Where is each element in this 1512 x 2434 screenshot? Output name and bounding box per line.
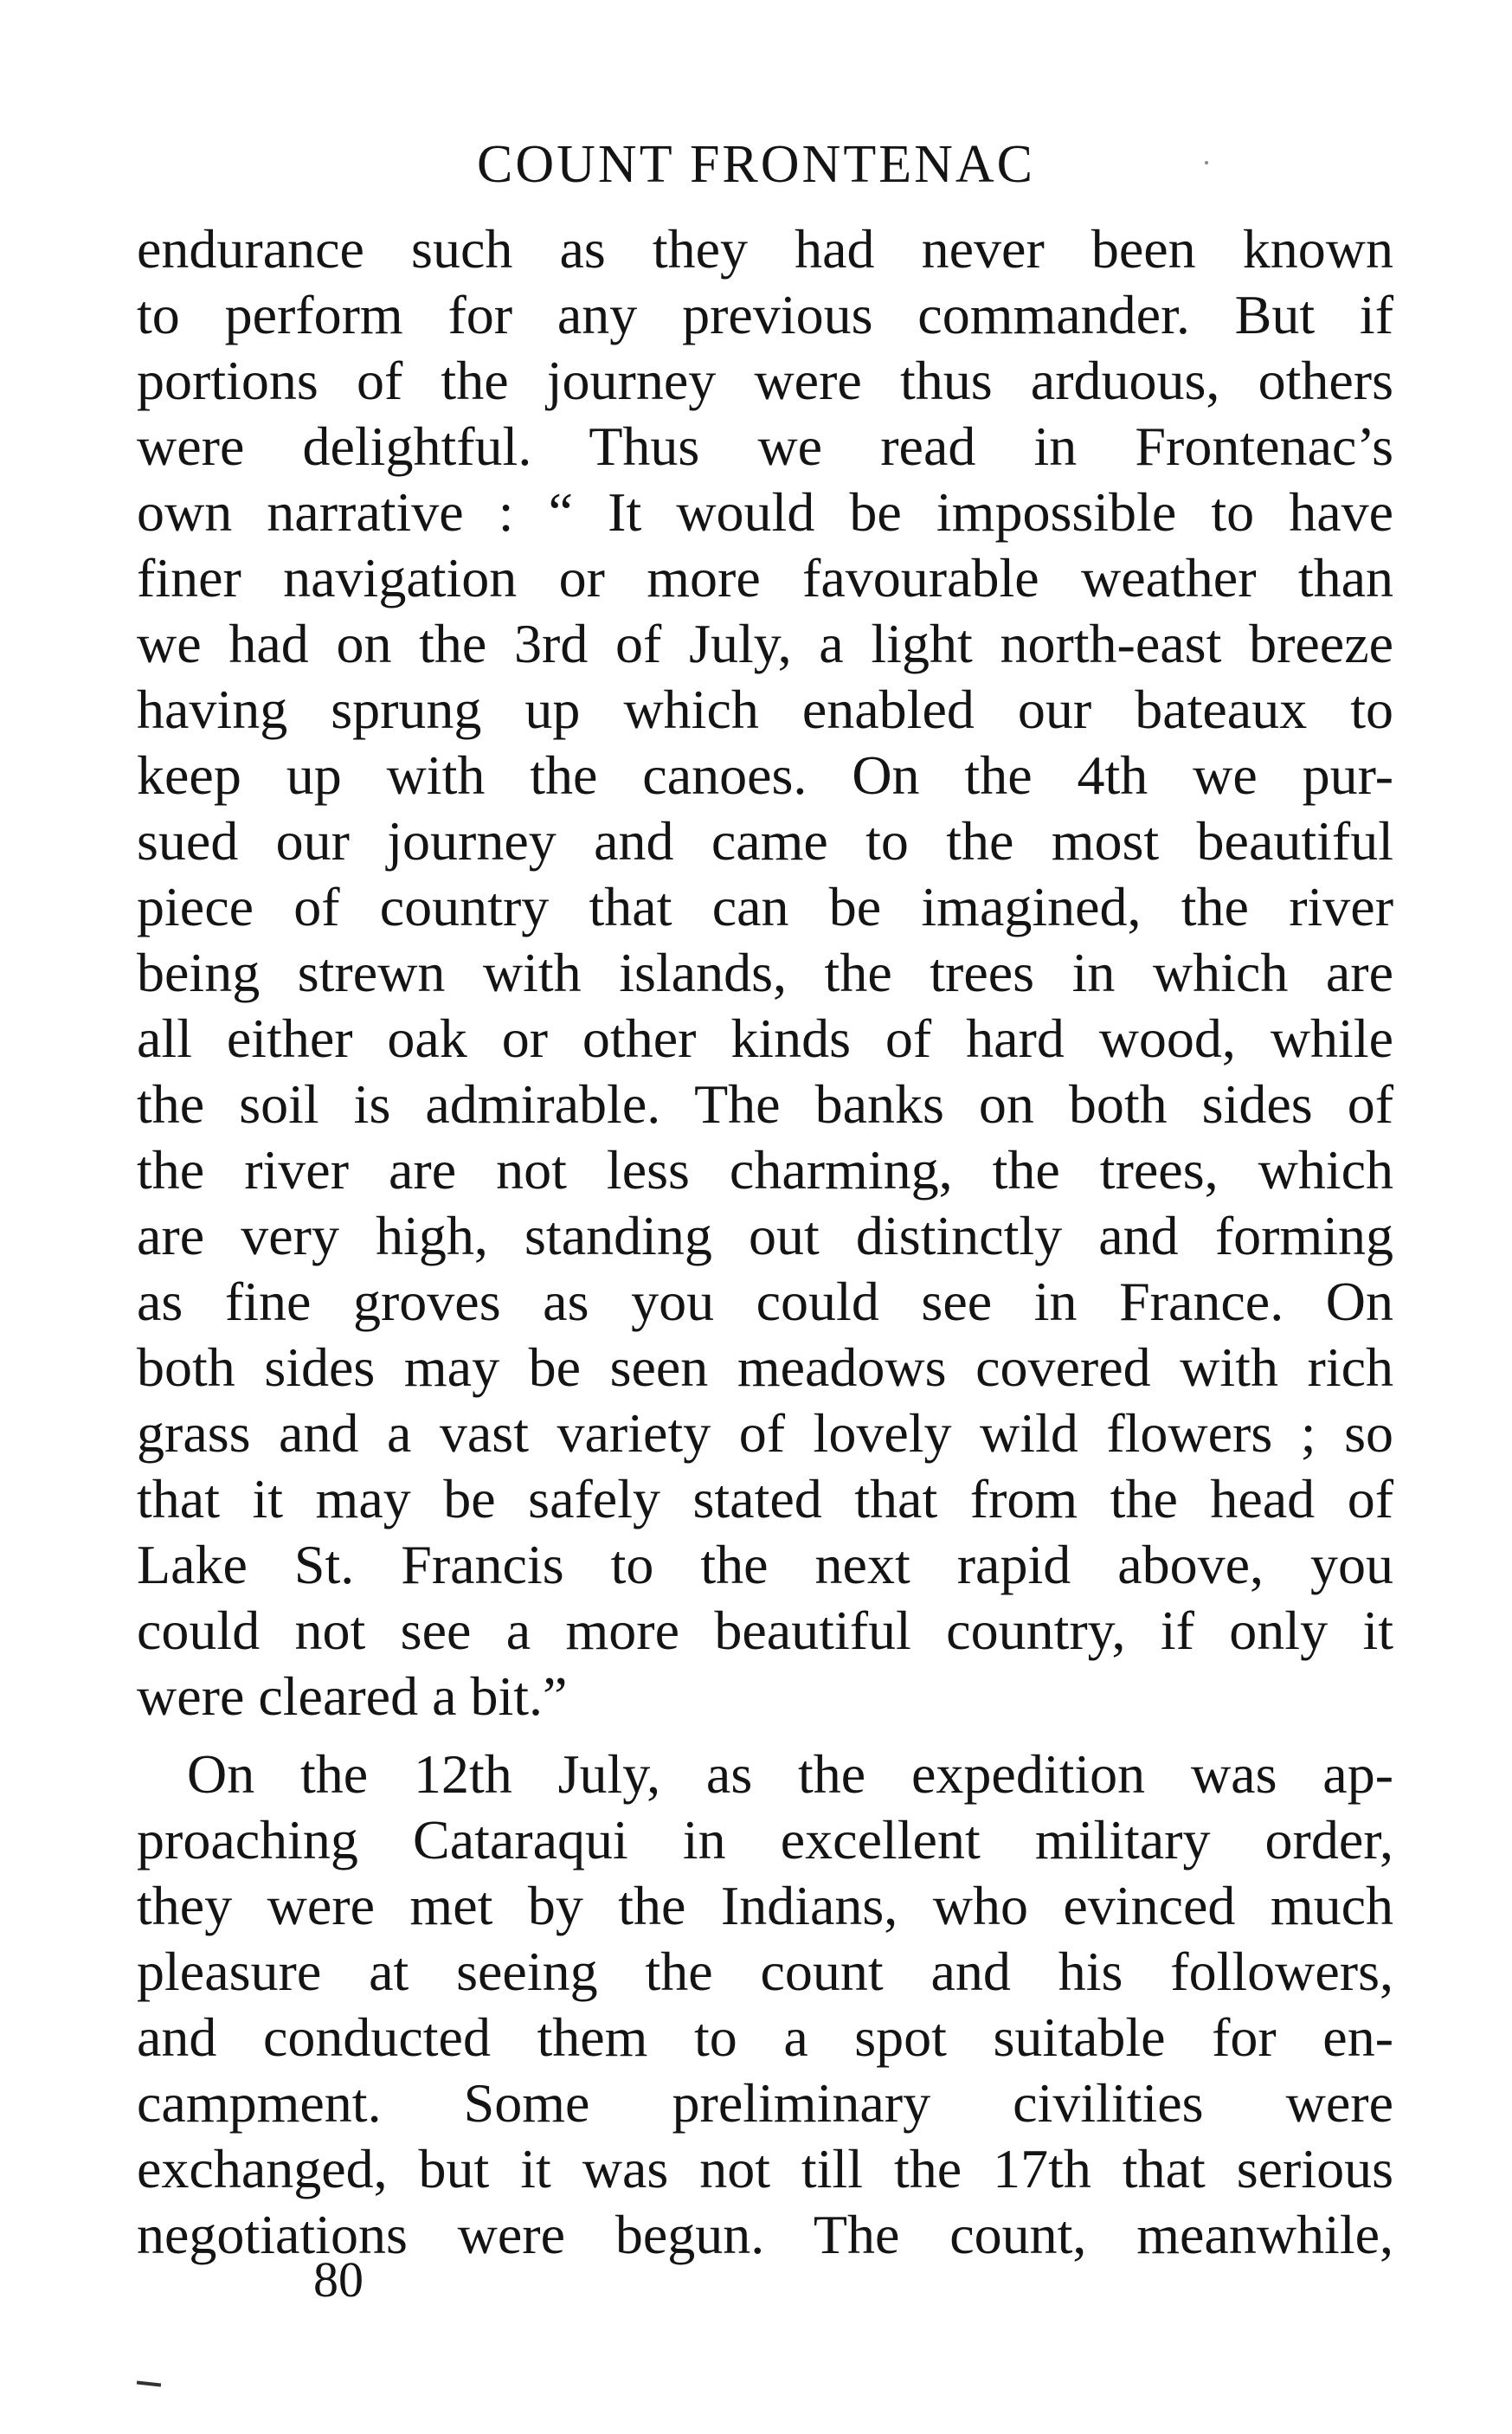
text-line: keep up with the canoes. On the 4th we pur-: [137, 744, 1393, 806]
text-line: are very high, standing out distinctly and forming: [137, 1205, 1393, 1266]
ink-mark: [137, 2381, 161, 2387]
body-text: [137, 216, 1393, 2268]
paragraph-1: [137, 216, 1393, 1729]
paragraph-gap: [137, 1729, 1393, 1742]
text-line: exchanged, but it was not till the 17th that serious: [137, 2138, 1393, 2199]
text-line: they were met by the Indians, who evinced much: [137, 1875, 1393, 1936]
text-line: grass and a vast variety of lovely wild flowers ; so: [137, 1402, 1393, 1464]
paragraph-2: [137, 1742, 1393, 2268]
text-line: the soil is admirable. The banks on both sides of: [137, 1073, 1393, 1135]
running-head: COUNT FRONTENAC: [477, 135, 1035, 194]
text-line: we had on the 3rd of July, a light north-east breeze: [137, 613, 1393, 674]
text-line: Lake St. Francis to the next rapid above, you: [137, 1534, 1393, 1595]
text-line: that it may be safely stated that from the head of: [137, 1468, 1393, 1529]
text-line: proaching Cataraqui in excellent military order,: [137, 1809, 1393, 1871]
text-line: being strewn with islands, the trees in which are: [137, 942, 1393, 1003]
text-line: were delightful. Thus we read in Frontenac’s: [137, 415, 1393, 477]
text-line: to perform for any previous commander. But if: [137, 284, 1393, 345]
page-number: 80: [313, 2251, 364, 2308]
text-line: finer navigation or more favourable weather than: [137, 547, 1393, 608]
text-line: sued our journey and came to the most beautiful: [137, 810, 1393, 872]
text-line: campment. Some preliminary civilities were: [137, 2072, 1393, 2134]
text-line: both sides may be seen meadows covered with rich: [137, 1336, 1393, 1398]
text-line: On the 12th July, as the expedition was ap-: [187, 1743, 1393, 1805]
text-line: could not see a more beautiful country, if only it: [137, 1600, 1393, 1661]
text-line: own narrative : “ It would be impossible to have: [137, 481, 1393, 543]
text-line: pleasure at seeing the count and his followers,: [137, 1941, 1393, 2002]
text-line: as fine groves as you could see in France. On: [137, 1271, 1393, 1332]
text-line: and conducted them to a spot suitable for en-: [137, 2006, 1393, 2068]
ink-speck: [1205, 161, 1208, 164]
text-line: the river are not less charming, the trees, which: [137, 1139, 1393, 1201]
text-line: negotiations were begun. The count, meanwhile,: [137, 2204, 1393, 2265]
text-line: piece of country that can be imagined, the river: [137, 876, 1393, 937]
text-line: portions of the journey were thus arduous, others: [137, 350, 1393, 411]
text-line: were cleared a bit.”: [137, 1665, 568, 1727]
text-line: endurance such as they had never been known: [137, 218, 1393, 280]
text-line: all either oak or other kinds of hard wood, while: [137, 1008, 1393, 1069]
text-line: having sprung up which enabled our bateaux to: [137, 679, 1393, 740]
